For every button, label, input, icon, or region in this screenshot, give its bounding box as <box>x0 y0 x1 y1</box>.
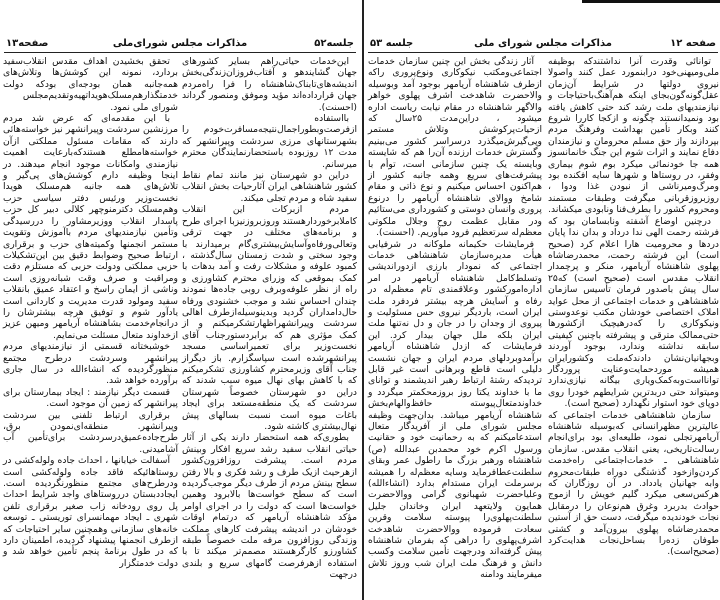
paragraph: درچنین اوضاع آشفته ونابسامان بود که فرشته رحمت الهی ندا درداد و بدان ندا پایان دردها و محرومیت هارا اعلام کرد (صحیح است) این فرشته رحمت، محمدرضاشاه پهلوی شاهنشاه آریامهر، منکر و پرچمدار انقلاب مقدس است (صحیح است) که۲۵ سال پیش باصدور فرمان تأسیس سازمان شاهنشاهی و خدمات اجتماعی از محل عواید املاک اختصاصی خودشان مکتب نوعدوستی ونیکوکاری را که‌درهیچیک ازکشورها حتی‌ممالک مترقی و پیشرفته باچنین کیفیتی سابقه نداشته وندارد، بوجود آوردند وبجهانیان‌نشان دادندکه‌ملت وکشورایران همیشه موردحمایت‌وعنایت پروردگار توانا‌است‌وبه‌کمک‌ویاری بیگانه نیازی‌ندارد ومیتواند حتی دربدترین شرایطهم خودرا روی دوپای خود استوار نگهدارد (صحیح است). <box>548 215 719 410</box>
paragraph: با این مقدمه‌ای که عرض شد مردم مرزنشین سردشت وپیرانشهر نیز خواسته‌هائی دارند که مقامات مسئول مملکتی ازآن خواسته‌هامطلع هستندکه‌بارعایت اهمیت نیازمندی وامکانات موجود انجام میدهند. در اینجا وظیفه دارم کوشش‌های پی‌گیر و تلاش‌های همه جانبه هم‌مسلک هویدا نخست‌وزیر ورئیس دفتر سیاسی حزب وهم‌مسلک دکترمنوچهر کلالی دبیر کل حزب پاسدار انقلاب ووزیرمشاور را دررسیدگی وتأمین نیازمندیهای مردم باآموزش وتقویت مستمر انجمنها وکمیته‌های حزب و برقراری ارتباط صحیح وضوابط دقیق بین این‌تشکیلات حزبی مملکتی ودولت حزبی که مستلزم دقت ومراقبت و صرف وقت شبانه‌روزی است وناشی از ایمان راسخ و اعتقاد عمیق بانقلاب سفید ومولود قدرت مدیریت و کاردانی است یادآور شوم و توفیق هرچه بیشترشان را درانجام‌خدمت بشاهنشاه آریامهر ومیهن عزیز ازخداوند متعال مسئلت می‌نمایم. <box>3 113 178 341</box>
text-column-right <box>548 56 719 558</box>
paragraph: بطوری‌که همه استحضار دارند یکی از آثار حیاتی انقلاب سفید رشد سریع افکار وبینش مردم است. پیشرفت روزافزون‌کشور ازهرحیث ازیک طرف و رشد فکری و بالا رفتن سطح بینش مردم از طرف دیگر موجب‌گردیده است که سطح خواست‌ها بالابرود وهمین خواست‌ها است که دولت را در اجرای اوامر مؤکد شاهنشاه آریامهر که درتمام اوقات خودشان در اندیشه پیشرفت کارهای مملکت وزندگی روزافزون مرفه ملت خصوصاً طبقه کشاورزو کارگرهستند مصمم‌تر میکند تا با استفاده ازهرفرصت گامهای سریع و بلندی درجهت <box>182 432 357 581</box>
text-column-right <box>182 56 357 581</box>
page-header <box>4 36 356 53</box>
paragraph: برقراری ارتباط تلفنی بین سردشت وپیرانشهر. منطقه‌ای‌نمودن برق، طرح‌جاده‌عمیق‌درسردشت برای‌تأمین آب آشامیدنی. <box>3 409 178 455</box>
paragraph: توانائی وقدرت آنرا نداشتندکه بوظیفه ملی‌ومیهنی‌خود درابنمورد عمل کنند واصولا نیروی دولتها در شرایط آن‌زمان عقل‌گونه‌گون‌بجای اینکه هم‌آهنگ‌باحتیاجات و نیازمندیهای ملت رشد کند حتی کاهش یافته بود ونمیدانستند چگونه و ازکجا کاررا شروع کنند وبکار تأمین بهداشت وفرهنگ مردم بپردازند واز حق مسلم محرومان و نیازمندان دفاع نمایند و اثرات شوم این جنگ خانمانسوز همه جا خودنمائی میکرد بوم شوم بیماری وفقر، در روستاها و شهرها سایه افکنده بود ومرگ‌ومیرناشی از نبودن غذا ودوا ، روزبروزقربانی میگرفت وطبقات مستمند ومحروم کشور را بطرف‌فنا ونابودی میکشاند. <box>548 56 719 216</box>
publication-title: مذاکرات مجلس شورای‌ملی <box>112 38 248 49</box>
paragraph: دراین دو شهرستان نیز مانند تمام نقاط کشور شاهنشاهی ایران آثارحیات بخش انقلاب سفید شاه و مردم تجلی میکند. <box>182 170 357 204</box>
text-column-left <box>368 56 542 581</box>
paragraph: آسفالت خیابانها ، احداث جاده ولوله‌کشی در روستاهائیکه فاقد جاده ولوله‌کشی است ودرطرح‌های مجتمع منظورنگردیده است. ایجاددبستان درروستاهای واجد شرایط احداث پل روی رودخانه زاب صغیر برقراری تلفن شهری ـ ایجاد مهمانسرای توریستی ـ توسعه خانه‌های سازمانی وهمچنین سایر احتیاجات که ازطرف انجمنها پیشنهاد گردیده، اطمینان دارد که در طول برنامهٔ پنجم تأمین خواهد شد و دولت خدمتگزار <box>3 455 178 569</box>
publication-title: مذاکرات مجلس شورای ملی <box>474 38 612 49</box>
paragraph: بااستفاده ازفرصت‌وبطوراجمال‌نتیجه‌مسافرت‌خودم را بشهرستانهای مرزی سردشت وپیرانشهر که مدت ۱۲ روزبوده باستحضارنمایندگان محترم میرسانم. <box>182 113 357 170</box>
paragraph: مردم ازبرکات این انقلاب کاملابرخوردارهستند وروزبروزنیزبا اجرای طرح و برنامه‌های مختلف در جهت ترقی وتعالی‌ورفاه‌وآسایش‌بیشتری‌گام برمیدارند با وجود سختی و شدت زمستان سال‌گذشته ، کمبود علوفه و مشکلات رفت و آمد بدهات با کمک بموقعی که وزرای محترم کشاورزی و راه از نظر علوفه‌وبرف روبی جاده‌ها نمودند چندان احساس نشد و موجب خشنودی ورفاه حال‌دامداران گردید وبدینوسیله‌ازطرف اهالی سردشت وپیرانشهراظهارتشکرمیکنم و از کمک مؤثری هم که برابردستورجناب آقای نخست‌وزیر برای تعمیراساسی مسجد پیرانشهرشده است سپاسگزارم. باز دیگراز جناب آقای وزیرمحترم کشاورزی تشکرمیکنم که با کاهش بهای نهال میوه سبب شدند که دراین دو شهرستان خصوصاً شهرستان سردشت که یک منطقه‌مستعد برای ایجاد باغات میوه است نسبت بسالهای پیش نهال‌بیشتری کاشته شود. <box>182 204 357 432</box>
paragraph: قسمت دیگر نیازمند : ایجاد بیمارستان برای پیرانشهر که زمین آن موجود است. <box>3 386 178 410</box>
page-number: صفحه ۱۲ <box>670 38 716 49</box>
session-number: جلسه۵۲ <box>314 38 354 49</box>
paragraph: سازمان شاهنشاهی خدمات اجتماعی که عالیترین مظهرانسانی که‌بوسیله شاهنشاه آریامهرتجلی نمود، طلیعه‌ای بود برای‌انجام رسالت‌تاریخی، یعنی انقلاب مقدس. سازمان شاهنشاهی ـ خدمات‌اجتماعی راه‌خدمت کردن‌واز‌خود گذشتگی دوراه طبقات‌محروم وابه جهانیان یادداد. در آن روزگاران که هرکس‌سعی میکرد گلیم خویش را ازموج حوادث بدربرد وغرق هم‌نوعان را درمقابل نجات خودندیده میگرفت، دست حق از آستین محمدرضاشاه پهلوی بیرون‌آمد و کشتی طوفان زده‌را بساحل‌نجات هدایت‌کرد (صحیح‌است). <box>548 409 719 558</box>
paragraph: تحقق بخشیدن اهداف مقدس انقلاب‌سفید بردارد، نمونه این کوشش‌ها وتلاش‌های همه‌جانبه همان بودجه‌ای بودکه دولت خدمتگذارهم‌مسلک‌هویداتهیه‌وتقدیم‌مجلس شورای ملی نمود. <box>3 56 178 113</box>
right-page <box>362 0 720 600</box>
paragraph: آثار زندگی بخش این چنین سازمان خدمات اجتماعی‌ومکتب نیکوکاری ونوع‌پروری راکه ازطرف شاهنشاه آریامهر بوجود آمد وبوسیله والاحضرت شاهدخت اشرف پهلوی خواهر والاگهر شاهنشاه در مقام نیابت ریاست اداره میشود ، دراین‌مدت ۲۵سال که ازحیات‌پرکوشش وتلاش مستمر وپی‌گیرش‌میگذرد درسراسر کشور می‌بینیم وگسترش خدمات ارزنده آن‌را هم که شایسته وبایسته یک چنین سازمانی است، توأم با پیشرفت‌های سریع وهمه جانبه کشور از هم‌اکنون احساس میکنیم و نوع ذاتی و مقام شامخ ووالای شاهنشاه آریامهر را درنوع پروری وانسان دوستی و کشورداری می‌ستائیم ودر مقابل عظمت روح وجلال ملکوتی معظم‌له سرتعظیم فرود میآوریم. (احسنت). <box>368 56 542 239</box>
scan-edge-shadow <box>582 0 720 3</box>
page-number: صفحه۱۳ <box>6 38 49 49</box>
paragraph: خوشبختانه قسمتی از نیازمندیهای مردم پیرانشهر وسردشت درطرح مجتمع منظورگردیده که انشاءالله در سال جاری برآورده خواهد شد. <box>3 341 178 387</box>
paragraph: این‌خدمات حیاتی‌راهم بسایر کشورهای جهان گشایندهو و آفتاب‌فروزان‌زندگی‌بخش اندیشه‌های‌تابناک‌شاهنشاه را فرا راه‌مردم جهان قرارداده‌اند مؤید وموفق ومنصور گرداند (احسنت). <box>182 56 357 113</box>
paragraph: فرمایشات حکیمانه ملوکانه در شرفیابی هیأت مدیره‌سازمان شاهنشاهی خدمات اجتماعی که نمودار بارزی ازدوراندیشی وتسلط‌کامل شاهنشاه آریامهر در امر اداره‌امورکشور وعلاقمندی تام معظم‌له در رفاه و آسایش هرچه بیشتر فردفرد ملت ایران است، باردیگر نیروی حس مسئولیت و پیروی از وجدان را در جان و دل نه‌تنها ملت ایران بلکه ملل جهان بیدار کرد. این فرمایشات که ازدل شاهنشاه آریامهر برآمدوبردلهای مردم ایران و جهان نشست دلیلی است قاطع وبرهانی است غیر قابل تردیدکه رشتهٔ ارتباط رهبر اندیشمند و توانای ما با خداوند یکتا روز بروزمحکمتر میگردد و خداوندمتعال‌پیوسته حافظ‌والهام‌بخش شاهنشاه آریامهر میباشد. بدان‌جهت وظیفه مجلس شورای ملی از آفریدگار متعال استدعامیکنم که به رحمانیت خود و حقانیت ورسول اکرم خود محمدبن عبدالله (ص) شاهنشاه ورهبر بزرگ ما راطول عمر وبقای سلطنت‌عطافرماید وسایه معظم‌له را همیشه برسرملت ایران مستدام بدارد (انشاءالله) وعلیاحضرت شهبانوی گرامی ووالاحضرت همایون ولایتعهد ایران وخاندان جلیل سلطنت‌پهلوی‌را پیوسته سلامت وقرین سعادت فرموده ووالاحضرت شاهدخت اشرف‌پهلوی را دراهی که بفرمان شاهنشاه پیش گرفته‌اند ودرجهت تأمین سلامت وکسب دانش و فرهنگ ملت ایران شب وروز تلاش میفرمایند ودامنه <box>368 238 542 581</box>
page-header <box>368 36 718 53</box>
session-number: جلسه ۵۳ <box>370 38 414 49</box>
text-column-left <box>3 56 178 569</box>
